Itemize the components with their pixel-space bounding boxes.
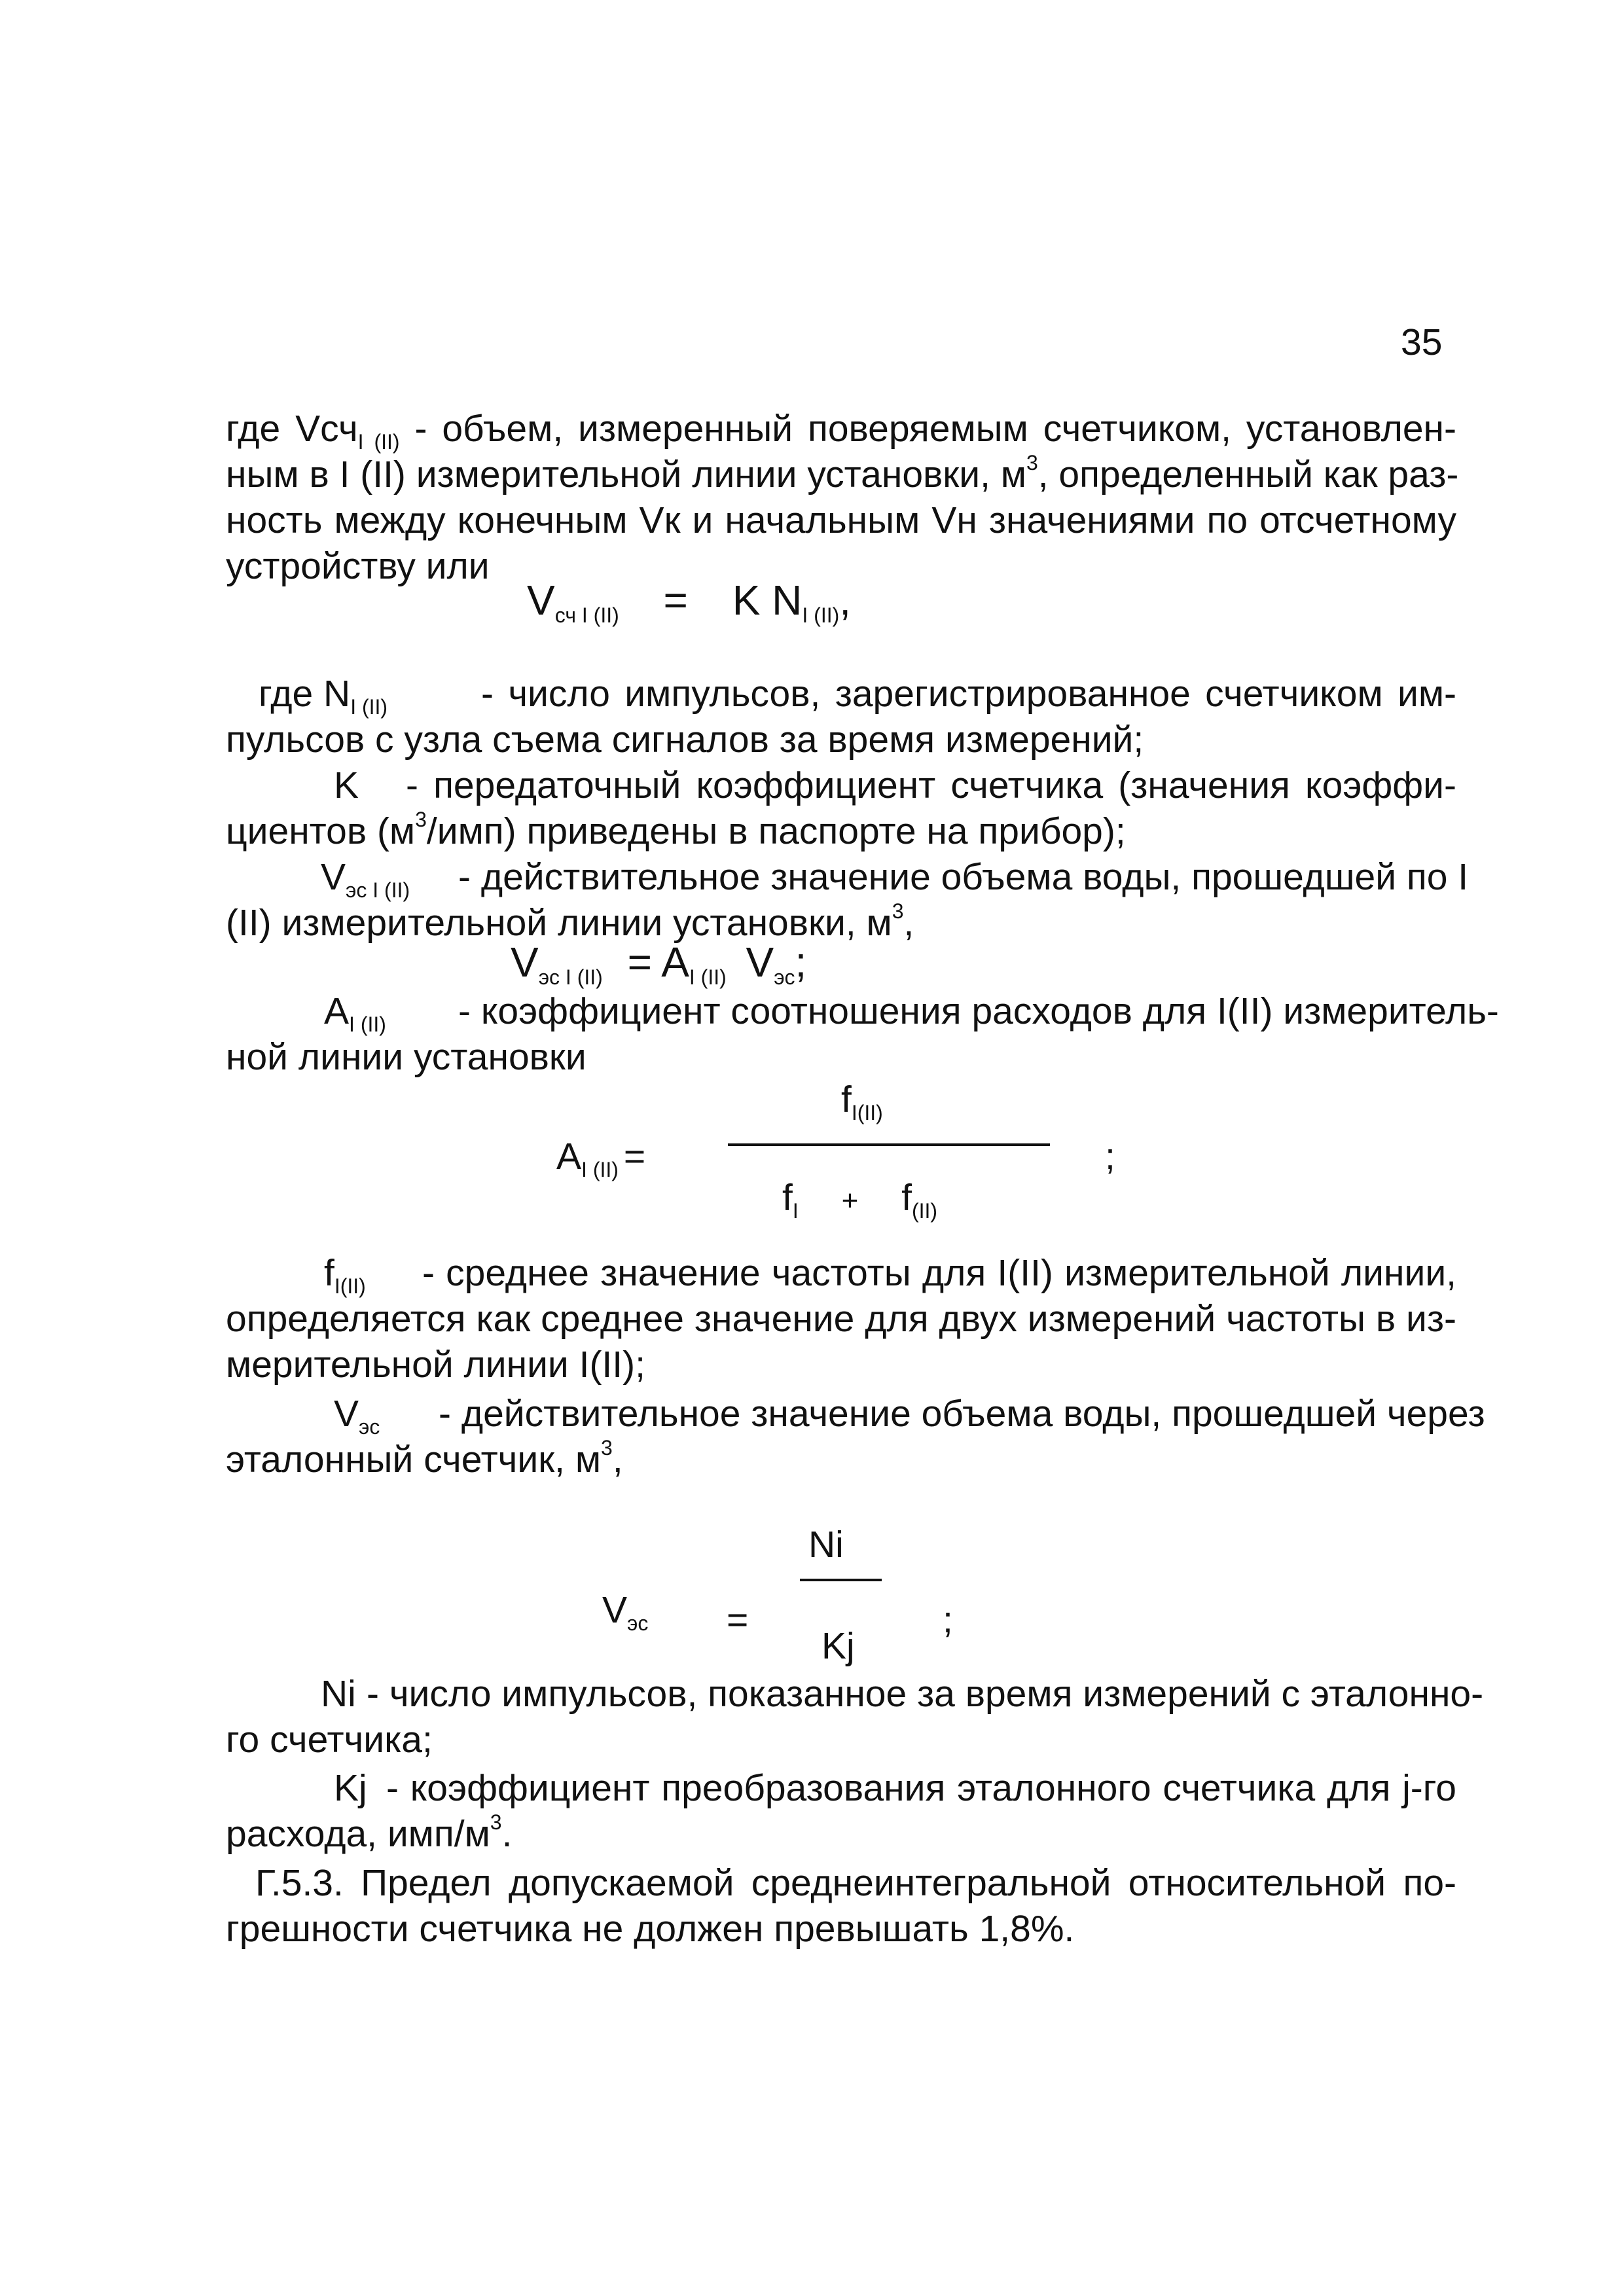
p6-line3: мерительной линии I(II); xyxy=(226,1344,645,1386)
p8-line2: го счетчика; xyxy=(226,1719,433,1761)
p5-symbol: $A_{I (II)}$ xyxy=(324,990,386,1036)
formula-ves-denominator: Kj xyxy=(821,1625,855,1667)
p4-line2: (II) измерительной линии установки, $м^3$, xyxy=(226,899,914,944)
p9-symbol: Kj xyxy=(334,1767,367,1809)
p6-line2: определяется как среднее значение для двух измерений частоты в из- xyxy=(226,1298,1456,1340)
formula-vsch: $V_{сч I (II)} = K$ $N_{I (II)}$, xyxy=(527,577,852,627)
p7-line2: эталонный счетчик, $м^3$, xyxy=(226,1436,623,1480)
p8-symbol: Ni xyxy=(321,1673,356,1715)
p10-line1: Г.5.3. Предел допускаемой среднеинтегральной относительной по- xyxy=(255,1862,1456,1904)
p3-line1: - передаточный коэффициент счетчика (значения коэффи- xyxy=(406,764,1456,806)
p1-line2: ным в I (II) измерительной линии установки, $м^3$, определенный как раз- xyxy=(226,451,1459,495)
formula-a-fraction-bar xyxy=(728,1143,1050,1146)
p7-line1: - действительное значение объема воды, прошедшей через xyxy=(439,1393,1485,1435)
formula-a-lhs: $A_{I (II)}$ = xyxy=(556,1136,646,1181)
p4-symbol: $V_{эс I (II)}$ xyxy=(321,856,410,902)
formula-ves: $V_{эс I (II)} = A_{I (II)}$ $V_{эс}$; xyxy=(511,939,807,989)
formula-a-denominator: $f_I + f_{(II)}$ xyxy=(782,1177,938,1223)
p5-line2: ной линии установки xyxy=(226,1036,586,1078)
p6-symbol: $f_{I(II)}$ xyxy=(324,1252,366,1298)
p4-line1: - действительное значение объема воды, прошедшей по I xyxy=(458,856,1469,898)
p1-line4: устройству или xyxy=(226,545,490,587)
p5-line1: - коэффициент соотношения расходов для I(II) измеритель- xyxy=(458,990,1499,1032)
p2-line2: пульсов с узла съема сигналов за время измерений; xyxy=(226,719,1144,761)
formula-ves-eq: = xyxy=(727,1599,749,1641)
p2-line1: - число импульсов, зарегистрированное счетчиком им- xyxy=(481,673,1456,715)
p9-line1: - коэффициент преобразования эталонного счетчика для j-го xyxy=(386,1767,1456,1809)
p3-line2: циентов $(м^3/имп)$ приведены в паспорте на прибор); xyxy=(226,808,1126,852)
formula-ves-lhs: $V_{эс}$ xyxy=(602,1589,649,1635)
p1-line3: ность между конечным Vк и начальным Vн значениями по отсчетному xyxy=(226,499,1456,541)
p9-line2: расхода, имп/$м^3$. xyxy=(226,1810,513,1855)
p2-symbol: где $N_{I (II)}$ xyxy=(259,673,388,719)
page-number: 35 xyxy=(1401,321,1443,363)
formula-ves-fraction-bar xyxy=(800,1579,882,1581)
p7-symbol: $V_{эс}$ xyxy=(334,1393,380,1439)
p3-symbol: K xyxy=(334,764,359,806)
formula-ves-semicolon: ; xyxy=(943,1599,953,1641)
formula-a-numerator: $f_{I(II)}$ xyxy=(841,1079,883,1124)
p8-line1: - число импульсов, показанное за время измерений с эталонно- xyxy=(367,1673,1484,1715)
p6-line1: - среднее значение частоты для I(II) измерительной линии, xyxy=(422,1252,1456,1294)
formula-a-semicolon: ; xyxy=(1105,1136,1115,1177)
formula-ves-numerator: Ni xyxy=(808,1524,844,1566)
p1-line1: где Vсч$_{I (II)}$ - объем, измеренный поверяемым счетчиком, установлен- xyxy=(226,408,1457,454)
p10-line2: грешности счетчика не должен превышать 1,8%. xyxy=(226,1908,1075,1950)
